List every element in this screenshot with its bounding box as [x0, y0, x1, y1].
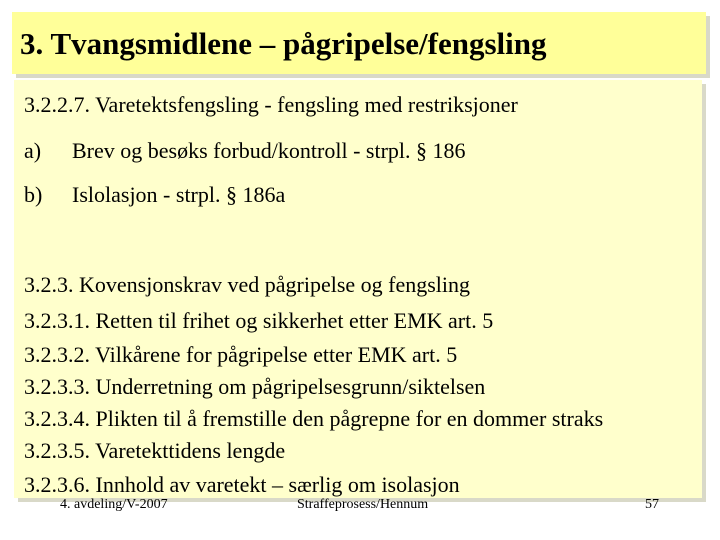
- slide-title: 3. Tvangsmidlene – pågripelse/fengsling: [20, 26, 547, 61]
- footer-left: 4. avdeling/V-2007: [60, 497, 168, 512]
- section-line: 3.2.3.2. Vilkårene for pågripelse etter EMK art. 5: [24, 342, 458, 367]
- page-number: 57: [645, 497, 659, 512]
- subsection-heading: 3.2.2.7. Varetektsfengsling - fengsling med restriksjoner: [24, 92, 518, 117]
- list-item-text: Brev og besøks forbud/kontroll - strpl. § 186: [72, 138, 466, 163]
- section-line: 3.2.3.3. Underretning om pågripelsesgrunn/siktelsen: [24, 374, 486, 399]
- section-line: 3.2.3.6. Innhold av varetekt – særlig om isolasjon: [24, 472, 460, 497]
- section-line: 3.2.3.5. Varetekttidens lengde: [24, 438, 286, 463]
- section-line: 3.2.3. Kovensjonskrav ved pågripelse og fengsling: [24, 272, 471, 297]
- section-line: 3.2.3.4. Plikten til å fremstille den pågrepne for en dommer straks: [24, 406, 604, 431]
- list-marker: a): [24, 138, 42, 163]
- list-marker: b): [24, 182, 43, 207]
- list-item: [24, 138, 466, 164]
- section-line: 3.2.3.1. Retten til frihet og sikkerhet etter EMK art. 5: [24, 308, 494, 333]
- list-item: [24, 182, 285, 208]
- list-item-text: Islolasjon - strpl. § 186a: [72, 182, 286, 207]
- footer-center: Straffeprosess/Hennum: [297, 497, 429, 512]
- title-bar: [12, 12, 706, 74]
- content-box: [14, 80, 702, 498]
